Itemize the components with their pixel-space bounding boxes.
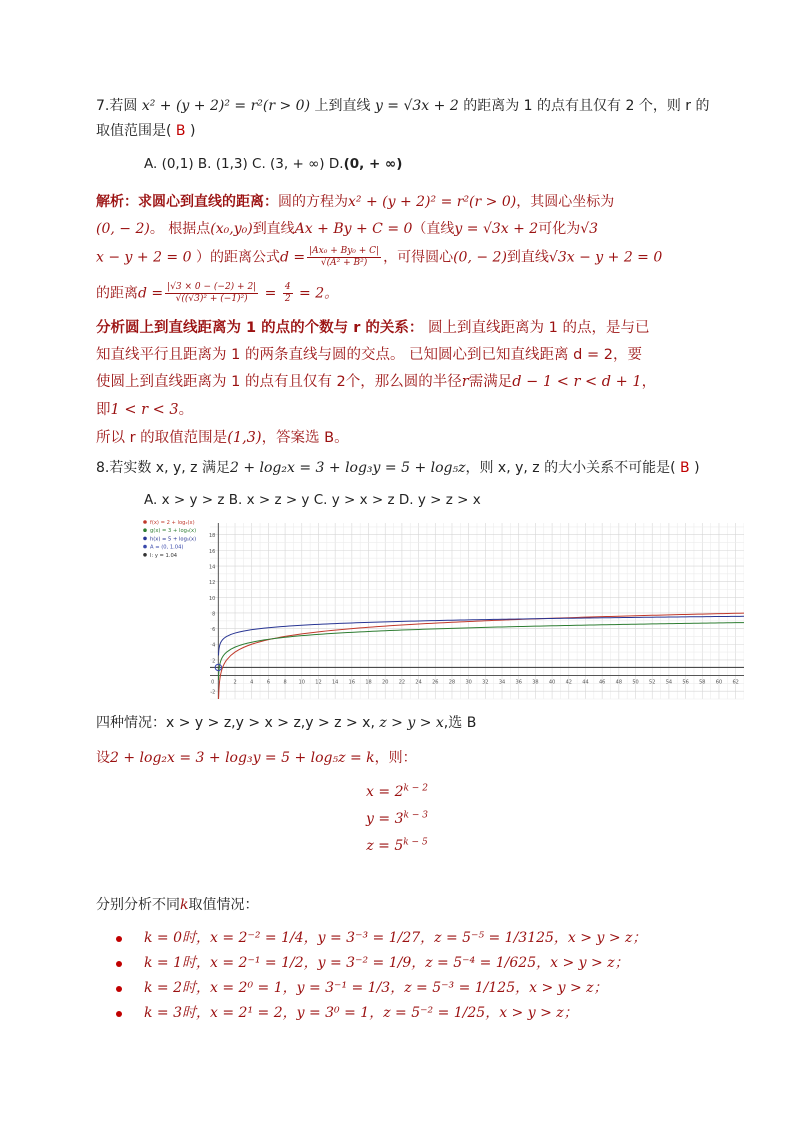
y-tick-label: 16 [208,548,216,555]
x-tick-label: 24 [415,679,422,686]
bullet-dot [116,936,122,942]
y-tick-label: 6 [212,627,216,634]
line-equation: y = √3x + 2 [374,98,459,114]
distance-formula-fraction: $\frac{\text{|Ax₀ + By₀ + C|}}{\text{√(A² + B²)}}$ [309,246,380,268]
x-tick-label: 42 [565,679,572,686]
q7-analysis-line1: 分析圆上到直线距离为 1 的点的个数与 r 的关系： 圆上到直线距离为 1 的点，是与已 [96,320,650,336]
legend-dot [143,545,147,549]
legend-dot [143,537,147,541]
q8-cases: 四种情况：x > y > z,y > x > z,y > z > x, z > y > x,选 B [96,715,477,731]
x-tick-label: 52 [649,679,656,686]
x-tick-label: 60 [715,679,723,686]
z-expression: $z = 5^{k - 5}$ [366,837,428,854]
legend-entry: g(x) = 3 + log₃(x) [150,528,197,535]
x-tick-label: 16 [348,679,356,686]
y-tick-label: 12 [208,580,216,587]
case-k0: k = 0时，x = 2⁻² = 1/4，y = 3⁻³ = 1/27，z = 5⁻⁵ = 1/3125，x > y > z； [144,930,647,946]
log-equation: 2 + log₂x = 3 + log₃y = 5 + log₅z [229,460,466,476]
x-tick-label: 30 [465,679,472,686]
x-tick-label: 58 [699,679,706,686]
q7-stem-line1: 7.若圆 x² + (y + 2)² = r²(r > 0) 上到直线 y = √3x + 2 的距离为 1 的点有且仅有 2 个，则 r 的 [96,98,710,114]
q7-conclusion: 所以 r 的取值范围是(1,3)，答案选 B。 [96,430,349,446]
q7-analysis-line2: 知直线平行且距离为 1 的两条直线与圆的交点。 已知圆心到已知直线距离 d = 2，要 [96,347,642,363]
case-k1: k = 1时，x = 2⁻¹ = 1/2，y = 3⁻² = 1/9，z = 5⁻⁴ = 1/625，x > y > z； [144,955,629,971]
x-tick-label: 36 [515,679,522,686]
x-tick-label: 18 [365,679,372,686]
x-tick-label: 32 [482,679,489,686]
x-tick-label: 10 [298,679,305,686]
case-k2: k = 2时，x = 2⁰ = 1，y = 3⁻¹ = 1/3，z = 5⁻³ = 1/125，x > y > z； [144,980,608,996]
q7-solution-line1: 解析：求圆心到直线的距离：圆的方程为x² + (y + 2)² = r²(r > 0)，其圆心坐标为 [96,194,615,210]
log-function-graph [140,517,744,703]
legend-entry: l: y = 1.04 [150,552,178,559]
circle-equation: x² + (y + 2)² = r²(r > 0) [141,98,311,114]
x-tick-label: 4 [250,679,254,686]
q7-analysis-line3: 使圆上到直线距离为 1 的点有且仅有 2个，那么圆的半径r需满足d − 1 < r < d + 1， [96,374,657,390]
y-tick-label: 10 [208,595,216,602]
x-tick-label: 48 [615,679,623,686]
y-tick-label: 4 [212,642,216,649]
q7-solution-line2: (0, − 2)。 根据点(x₀,y₀)到直线Ax + By + C = 0（直线y = √3x + 2可化为√3 [96,221,599,237]
case-k3: k = 3时，x = 2¹ = 2，y = 3⁰ = 1，z = 5⁻² = 1/25，x > y > z； [144,1005,578,1021]
q7-option-d: (0, + ∞) [343,156,403,172]
x-tick-label: 38 [532,679,539,686]
bullet-dot [116,986,122,992]
legend-entry: f(x) = 2 + log₂(x) [150,520,195,526]
x-tick-label: 14 [331,679,339,686]
x-tick-label: 22 [398,679,406,686]
x-tick-label: 6 [266,679,270,686]
x-tick-label: 44 [582,679,589,686]
y-expression: $y = 3^{k - 3}$ [366,810,428,827]
bullet-dot [116,961,122,967]
y-tick-label: 8 [212,611,216,618]
x-tick-label: 54 [665,679,673,686]
y-tick-label: 2 [212,658,216,665]
q7-stem-line2: 取值范围是( B ) [96,123,196,139]
q8-stem: 8.若实数 x, y, z 满足2 + log₂x = 3 + log₃y = 5 + log₅z，则 x, y, z 的大小关系不可能是( B ) [96,460,700,476]
q8-set-k: 设2 + log₂x = 3 + log₃y = 5 + log₅z = k，则： [96,750,417,766]
q8-answer: B [680,460,690,476]
solution-heading: 解析：求圆心到直线的距离： [96,194,278,210]
analysis-heading: 分析圆上到直线距离为 1 的点的个数与 r 的关系： [96,320,424,336]
legend-entry: h(x) = 5 + log₅(x) [150,536,197,543]
x-tick-label: 62 [732,679,739,686]
origin-label: 0 [211,679,215,686]
legend-entry: A = (0, 1.04) [150,544,184,551]
q7-solution-line3: x − y + 2 = 0 ）的距离公式d = $\frac{\text{|Ax₀ + By₀ + C|}}{\text{√(A² + B²)}}$ ，可得圆心(0, − 2)到直线√3x − y + 2 = 0 [96,246,663,268]
x-tick-label: 28 [448,679,456,686]
q7-solution-line4: 的距离d = $\frac{|√3 \times 0 - (-2) + 2|}{\text{√((√3)² + (−1)²)}}$ = $\frac{4}{2}$ = 2。 [96,282,339,304]
x-tick-label: 46 [598,679,606,686]
q7-answer: B [175,123,186,139]
q8-analyze-heading: 分别分析不同k取值情况： [96,897,259,913]
x-tick-label: 40 [548,679,556,686]
y-tick-label: 18 [208,533,216,540]
legend-dot [143,553,147,557]
x-tick-label: 8 [283,679,287,686]
x-expression: $x = 2^{k - 2}$ [366,783,428,800]
q7-analysis-line4: 即1 < r < 3。 [96,402,194,418]
four-over-two-fraction: $\frac{4}{2}$ [284,282,291,304]
legend-dot [143,520,147,524]
x-tick-label: 2 [233,679,237,686]
x-tick-label: 34 [498,679,506,686]
bullet-dot [116,1011,122,1017]
x-tick-label: 20 [382,679,389,686]
x-tick-label: 26 [432,679,439,686]
x-tick-label: 12 [315,679,322,686]
legend-dot [143,528,147,532]
x-tick-label: 50 [632,679,639,686]
distance-calc-fraction: $\frac{|√3 \times 0 - (-2) + 2|}{\text{√((√3)² + (−1)²)}}$ [167,282,257,304]
q7-options: A. (0,1) B. (1,3) C. (3, + ∞) D.(0, + ∞) [144,156,403,172]
x-tick-label: 56 [682,679,689,686]
y-tick-label: -2 [210,689,216,696]
y-tick-label: 14 [208,564,216,571]
q8-options: A. x > y > z B. x > z > y C. y > x > z D. y > z > x [144,492,481,508]
